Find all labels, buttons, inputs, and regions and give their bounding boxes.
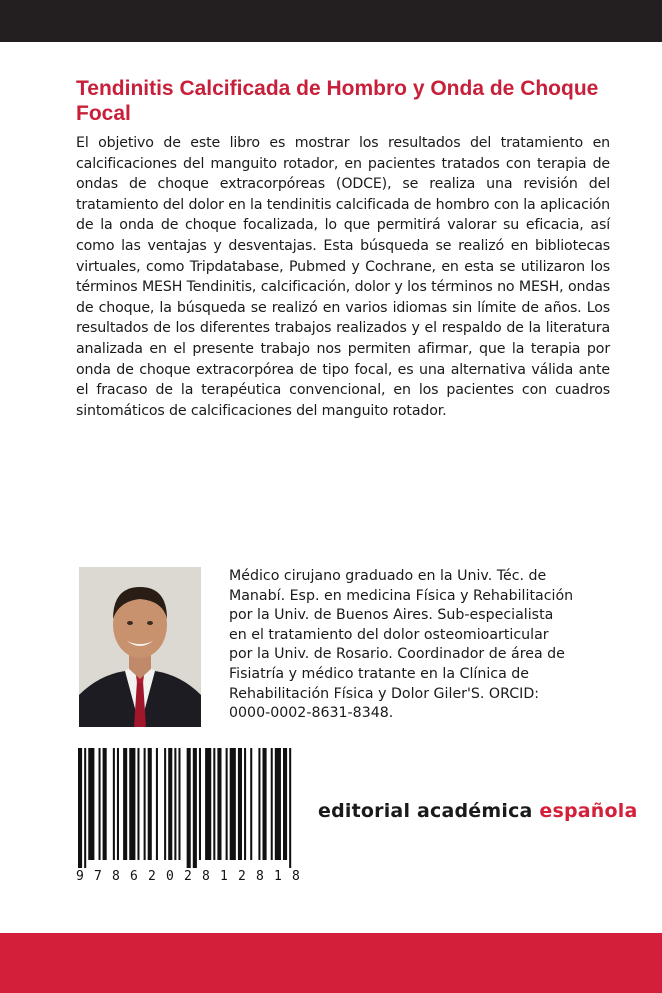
barcode-bar: [238, 748, 242, 860]
isbn-digit: 1: [220, 869, 228, 884]
isbn-digit: 8: [256, 869, 264, 884]
barcode-bar: [289, 748, 291, 868]
barcode-bar: [258, 748, 260, 860]
barcode-bar: [113, 748, 115, 860]
barcode-bar: [205, 748, 211, 860]
isbn-digit: 8: [292, 869, 300, 884]
barcode-bar: [117, 748, 119, 860]
book-title: Tendinitis Calcificada de Hombro y Onda de Choque Focal: [76, 77, 599, 125]
isbn-digit: 0: [166, 869, 174, 884]
isbn-digit: 2: [148, 869, 156, 884]
isbn-digit: 6: [130, 869, 138, 884]
barcode-bar: [148, 748, 152, 860]
barcode-bar: [178, 748, 180, 860]
barcode-bar: [263, 748, 267, 860]
isbn-digit: 2: [238, 869, 246, 884]
publisher-name: editorial académica: [318, 800, 533, 822]
bottom-color-band: [0, 933, 662, 993]
barcode-bar: [129, 748, 135, 860]
barcode-bar: [174, 748, 176, 860]
author-bio: Médico cirujano graduado en la Univ. Téc. de Manabí. Esp. en medicina Física y Rehabilitación por la Univ. de Buenos Aires. Sub-especialista en el tratamiento del dolor osteomioarticular por la Univ. de Rosario. Coordinador de área de Fisiatría y médico tratante en la Clínica de Rehabilitación Física y Dolor Giler'S. ORCID: 0000-0002-8631-8348.: [229, 568, 574, 722]
barcode-bar: [78, 748, 82, 868]
barcode-bar: [226, 748, 228, 860]
barcode-bar: [213, 748, 215, 860]
barcode-bar: [283, 748, 287, 860]
barcode-bar: [84, 748, 86, 868]
publisher-logo: [318, 800, 638, 822]
barcode-bar: [164, 748, 166, 860]
barcode-bar: [250, 748, 252, 860]
isbn-digit: 7: [94, 869, 102, 884]
barcode-bar: [199, 748, 201, 860]
isbn-digit: 2: [184, 869, 192, 884]
book-abstract: El objetivo de este libro es mostrar los resultados del tratamiento en calcificaciones del manguito rotador, en pacientes tratados con terapia de ondas de choque extracorpóreas (ODCE), se realiza una revisión del tratamiento del dolor en la tendinitis calcificada de hombro con la aplicación de la onda de choque focalizada, lo que permitirá valorar su eficacia, así como las ventajas y desventajas. Esta búsqueda se realizó en bibliotecas virtuales, como Tripdatabase, Pubmed y Cochrane, en esta se utilizaron los términos MESH Tendinitis, calcificación, dolor y los términos no MESH, ondas de choque, la búsqueda se realizó en varios idiomas sin límite de años. Los resultados de los diferentes trabajos realizados y el respaldo de la literatura analizada en el presente trabajo nos permiten afirmar, que la terapia por onda de choque extracorpórea de tipo focal, es una alternativa válida ante el fracaso de la terapéutica convencional, en los pacientes con cuadros sintomáticos de calcificaciones del manguito rotador.: [76, 135, 610, 419]
isbn-digit: 8: [112, 869, 120, 884]
barcode-icon: [70, 748, 300, 868]
author-photo: [79, 567, 201, 727]
isbn-digit: 8: [202, 869, 210, 884]
barcode-bar: [88, 748, 94, 860]
top-color-band: [0, 0, 662, 42]
barcode-bar: [244, 748, 246, 860]
publisher-name-accent: española: [539, 800, 638, 822]
barcode-bar: [99, 748, 101, 860]
barcode-bar: [137, 748, 139, 860]
barcode-bar: [271, 748, 273, 860]
isbn-digit: 9: [76, 869, 84, 884]
barcode-bar: [103, 748, 107, 860]
barcode-bar: [168, 748, 172, 860]
barcode-bar: [230, 748, 236, 860]
barcode-bar: [217, 748, 221, 860]
barcode-bar: [187, 748, 191, 868]
isbn-digits: [76, 869, 300, 884]
isbn-digit: 1: [274, 869, 282, 884]
barcode-bar: [275, 748, 281, 860]
barcode-bar: [123, 748, 127, 860]
author-portrait-icon: [79, 567, 201, 727]
barcode-bar: [156, 748, 158, 860]
barcode-bar: [193, 748, 197, 868]
barcode-bar: [144, 748, 146, 860]
isbn-barcode: [70, 748, 300, 888]
